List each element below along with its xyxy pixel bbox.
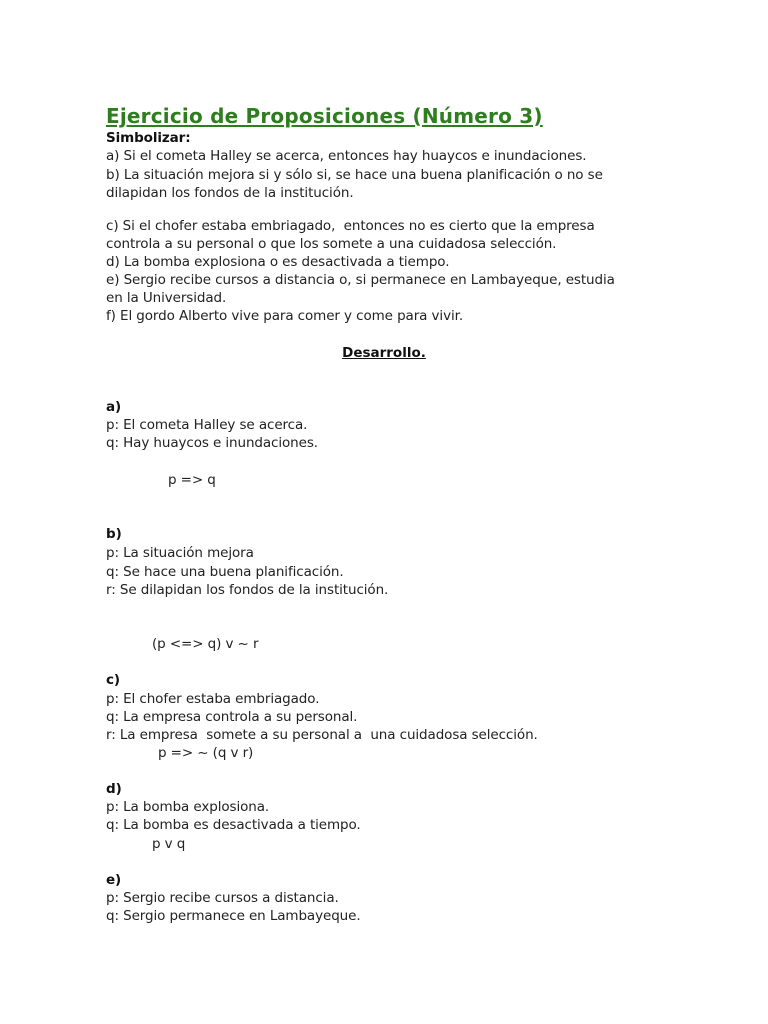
prompt-line-f: f) El gordo Alberto vive para comer y come para vivir. bbox=[106, 308, 464, 324]
prompt-line-c1: c) Si el chofer estaba embriagado, entonces no es cierto que la empresa bbox=[106, 218, 595, 234]
prompt-line-d: d) La bomba explosiona o es desactivada a tiempo. bbox=[106, 254, 450, 270]
section-c-p: p: El chofer estaba embriagado. bbox=[106, 691, 320, 707]
section-c-label: c) bbox=[106, 672, 120, 688]
section-c-q: q: La empresa controla a su personal. bbox=[106, 709, 358, 725]
development-heading: Desarrollo. bbox=[342, 345, 426, 361]
section-d-label: d) bbox=[106, 781, 122, 797]
prompt-label: Simbolizar: bbox=[106, 130, 191, 146]
section-e-q: q: Sergio permanece en Lambayeque. bbox=[106, 908, 361, 924]
section-d-q: q: La bomba es desactivada a tiempo. bbox=[106, 817, 361, 833]
section-d-p: p: La bomba explosiona. bbox=[106, 799, 270, 815]
section-c-r: r: La empresa somete a su personal a una cuidadosa selección. bbox=[106, 727, 538, 743]
section-a-q: q: Hay huaycos e inundaciones. bbox=[106, 435, 318, 451]
prompt-line-c2: controla a su personal o que los somete a una cuidadosa selección. bbox=[106, 236, 557, 252]
section-b-q: q: Se hace una buena planificación. bbox=[106, 564, 344, 580]
section-e-p: p: Sergio recibe cursos a distancia. bbox=[106, 890, 339, 906]
prompt-line-b1: b) La situación mejora si y sólo si, se hace una buena planificación o no se bbox=[106, 167, 603, 183]
section-a-p: p: El cometa Halley se acerca. bbox=[106, 417, 308, 433]
prompt-line-e2: en la Universidad. bbox=[106, 290, 227, 306]
prompt-line-a: a) Si el cometa Halley se acerca, entonces hay huaycos e inundaciones. bbox=[106, 148, 587, 164]
section-b-p: p: La situación mejora bbox=[106, 545, 254, 561]
section-b-label: b) bbox=[106, 526, 122, 542]
prompt-line-e1: e) Sergio recibe cursos a distancia o, si permanece en Lambayeque, estudia bbox=[106, 272, 615, 288]
section-b-r: r: Se dilapidan los fondos de la institución. bbox=[106, 582, 389, 598]
section-a-label: a) bbox=[106, 399, 122, 415]
section-d-formula: p v q bbox=[152, 836, 186, 852]
prompt-line-b2: dilapidan los fondos de la institución. bbox=[106, 185, 354, 201]
section-a-formula: p => q bbox=[168, 472, 216, 488]
document-title: Ejercicio de Proposiciones (Número 3) bbox=[106, 104, 543, 128]
section-c-formula: p => ~ (q v r) bbox=[158, 745, 254, 761]
section-e-label: e) bbox=[106, 872, 122, 888]
section-b-formula: (p <=> q) v ~ r bbox=[152, 636, 259, 652]
